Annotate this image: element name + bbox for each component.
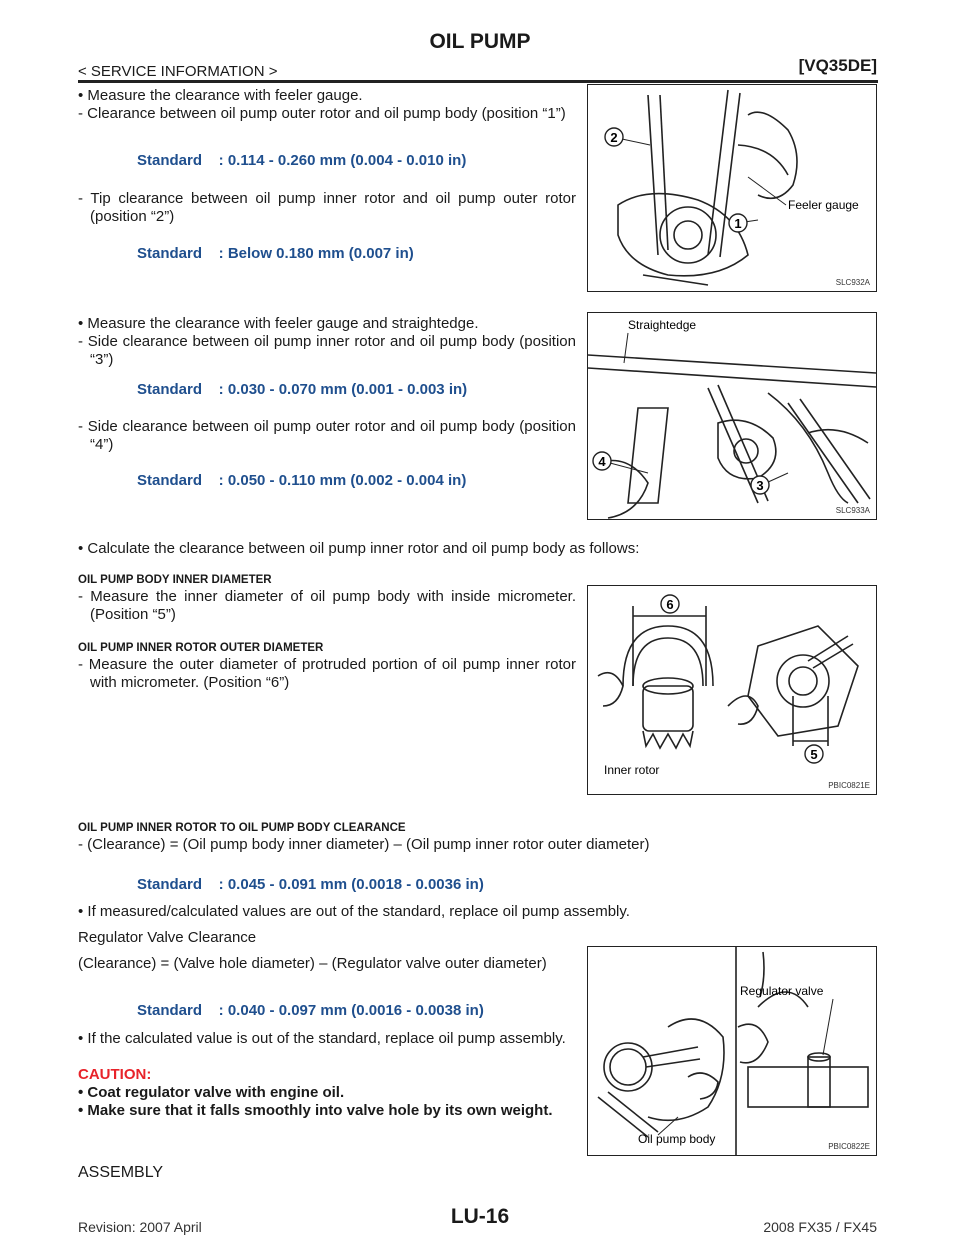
side-clearance-inner-text: - Side clearance between oil pump inner rotor and oil pump body (position “3”) [78,333,576,368]
caution-item-2: • Make sure that it falls smoothly into valve hole by its own weight. [78,1102,553,1119]
standard-5: Standard : 0.045 - 0.091 mm (0.0018 - 0.0036 in) [137,876,484,893]
engine-code: [VQ35DE] [798,56,877,75]
figure-inner-rotor [587,585,877,795]
bullet-replace-if-out: • If the calculated value is out of the standard, replace oil pump assembly. [78,1030,566,1047]
label-feeler-gauge: Feeler gauge [788,198,859,212]
page-title: OIL PUMP [429,30,531,53]
standard-3: Standard : 0.030 - 0.070 mm (0.001 - 0.003 in) [137,381,468,398]
callout-4: 4 [598,454,606,469]
standard-1: Standard : 0.114 - 0.260 mm (0.004 - 0.010 in) [137,152,467,169]
heading-rotor-outer-diameter: OIL PUMP INNER ROTOR OUTER DIAMETER [78,642,324,654]
callout-1: 1 [734,216,742,231]
figure-code: PBIC0822E [828,1142,870,1151]
label-straightedge: Straightedge [628,318,697,332]
body-inner-diameter-text: - Measure the inner diameter of oil pump body with inside micrometer. (Position “5”) [78,588,576,623]
regulator-valve-text: (Clearance) = (Valve hole diameter) – (Regulator valve outer diameter) [78,955,547,972]
figure-straightedge [587,312,877,520]
bullet-feeler-gauge: • Measure the clearance with feeler gauge. [78,87,363,104]
bullet-calculate: • Calculate the clearance between oil pump inner rotor and oil pump body as follows: [78,540,640,557]
standard-6: Standard : 0.040 - 0.097 mm (0.0016 - 0.0038 in) [137,1002,484,1019]
label-oil-pump-body: Oil pump body [638,1132,716,1146]
feeler-gauge-illustration [588,85,876,291]
figure-code: PBIC0821E [828,781,870,790]
heading-body-inner-diameter: OIL PUMP BODY INNER DIAMETER [78,574,272,586]
label-regulator-valve: Regulator valve [740,984,824,998]
callout-2: 2 [610,130,618,145]
figure-feeler-gauge [587,84,877,292]
callout-6: 6 [666,597,674,612]
rotor-body-clearance-text: - (Clearance) = (Oil pump body inner diameter) – (Oil pump inner rotor outer diameter) [78,836,650,853]
regulator-valve-heading: Regulator Valve Clearance [78,929,257,946]
header-rule [78,80,878,83]
callout-5: 5 [810,747,818,762]
page-number: LU-16 [450,1205,510,1228]
heading-rotor-body-clearance: OIL PUMP INNER ROTOR TO OIL PUMP BODY CLEARANCE [78,822,406,834]
figure-code: SLC933A [835,506,870,515]
caution-item-1: • Coat regulator valve with engine oil. [78,1084,345,1101]
regulator-valve-illustration [588,947,876,1155]
standard-2: Standard : Below 0.180 mm (0.007 in) [137,245,414,262]
figure-code: SLC932A [835,278,870,287]
section-label: < SERVICE INFORMATION > [78,63,278,80]
caution-label: CAUTION: [78,1066,152,1083]
rotor-outer-diameter-text: - Measure the outer diameter of protruded portion of oil pump inner rotor with micrometer. (Position “6”) [78,656,576,691]
label-inner-rotor: Inner rotor [604,763,660,777]
straightedge-illustration [588,313,876,519]
revision-date: Revision: 2007 April [78,1219,202,1235]
model-name: 2008 FX35 / FX45 [763,1219,877,1235]
tip-clearance-text: - Tip clearance between oil pump inner rotor and oil pump outer rotor (position “2”) [78,190,576,225]
assembly-heading: ASSEMBLY [78,1164,164,1181]
outer-rotor-clearance-text: - Clearance between oil pump outer rotor and oil pump body (position “1”) [78,105,566,122]
inner-rotor-illustration [588,586,876,794]
callout-3: 3 [756,478,764,493]
bullet-straightedge: • Measure the clearance with feeler gauge and straightedge. [78,315,479,332]
figure-regulator-valve [587,946,877,1156]
bullet-replace-pump: • If measured/calculated values are out of the standard, replace oil pump assembly. [78,903,630,920]
side-clearance-outer-text: - Side clearance between oil pump outer rotor and oil pump body (position “4”) [78,418,576,453]
standard-4: Standard : 0.050 - 0.110 mm (0.002 - 0.004 in) [137,472,467,489]
